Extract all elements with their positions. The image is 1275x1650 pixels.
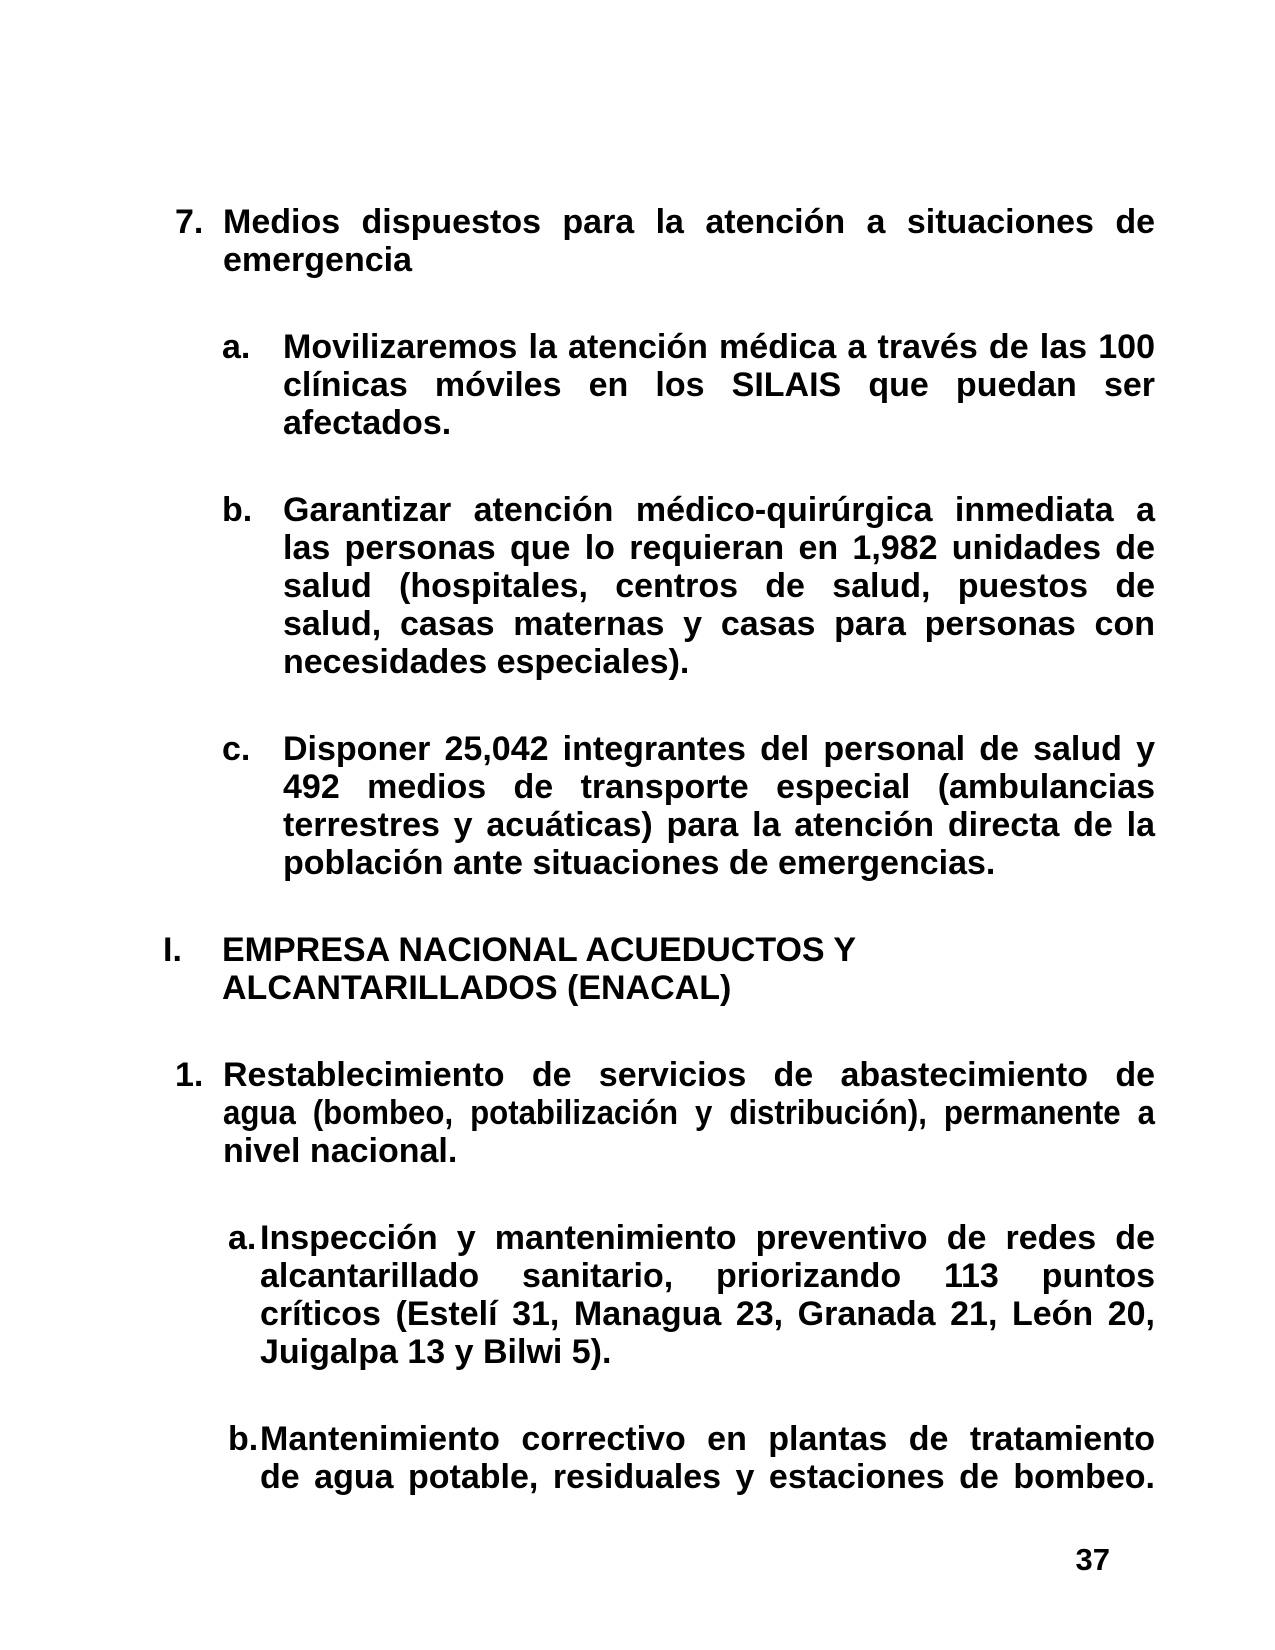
- paragraph: [223, 1056, 1155, 1170]
- text-line: alcantarillado sanitario, priorizando 113 puntos: [260, 1257, 1155, 1295]
- list-marker: c.: [222, 730, 251, 768]
- section-heading: [163, 931, 1275, 1007]
- list-item: [222, 328, 1275, 442]
- list-item: [222, 491, 1275, 681]
- paragraph: [283, 730, 1155, 882]
- text-line: Inspección y mantenimiento preventivo de redes de: [260, 1219, 1155, 1257]
- text-line: emergencia: [223, 241, 412, 279]
- text-line: nivel nacional.: [223, 1132, 458, 1170]
- text-line: terrestres y acuáticas) para la atención directa de la: [283, 806, 1155, 844]
- list-item: [175, 1056, 1275, 1170]
- text-line: Disponer 25,042 integrantes del personal de salud y: [283, 730, 1155, 768]
- list-item: [222, 730, 1275, 882]
- text-line: críticos (Estelí 31, Managua 23, Granada 21, León 20,: [260, 1295, 1155, 1333]
- text-line: ALCANTARILLADOS (ENACAL): [222, 969, 732, 1007]
- list-marker: a.: [228, 1219, 257, 1257]
- text-line: Juigalpa 13 y Bilwi 5).: [260, 1333, 612, 1371]
- text-line: Mantenimiento correctivo en plantas de tratamiento: [260, 1420, 1155, 1458]
- text-line: salud (hospitales, centros de salud, puestos de: [283, 567, 1155, 605]
- list-marker: 1.: [175, 1056, 204, 1094]
- list-marker: I.: [163, 931, 182, 969]
- list-marker: 7.: [175, 203, 204, 241]
- list-marker: b.: [222, 491, 253, 529]
- list-marker: b.: [228, 1420, 259, 1458]
- text-line: agua (bombeo, potabilización y distribución), permanente a: [223, 1094, 1155, 1132]
- text-line: población ante situaciones de emergencias.: [283, 844, 996, 882]
- list-item: [228, 1420, 1275, 1496]
- paragraph: [283, 491, 1155, 681]
- text-line: Movilizaremos la atención médica a través de las 100: [283, 328, 1155, 366]
- text-line: salud, casas maternas y casas para personas con: [283, 605, 1155, 643]
- paragraph: [260, 1219, 1155, 1371]
- list-marker: a.: [222, 328, 251, 366]
- text-line: de agua potable, residuales y estaciones de bombeo.: [260, 1458, 1155, 1496]
- list-item: [228, 1219, 1275, 1371]
- list-item: [175, 203, 1275, 279]
- text-line: las personas que lo requieran en 1,982 unidades de: [283, 529, 1155, 567]
- text-line: necesidades especiales).: [283, 643, 690, 681]
- paragraph: [260, 1420, 1155, 1496]
- text-line: 492 medios de transporte especial (ambulancias: [283, 768, 1155, 806]
- page-number: 37: [1075, 1542, 1110, 1577]
- text-line: clínicas móviles en los SILAIS que puedan ser: [283, 366, 1155, 404]
- paragraph: [223, 203, 1155, 279]
- document-body: [0, 203, 1275, 1496]
- text-line: afectados.: [283, 404, 452, 442]
- text-line: Medios dispuestos para la atención a situaciones de: [223, 203, 1155, 241]
- text-line: Garantizar atención médico-quirúrgica inmediata a: [283, 491, 1155, 529]
- text-line: EMPRESA NACIONAL ACUEDUCTOS Y: [222, 931, 857, 969]
- paragraph: [283, 328, 1155, 442]
- text-line: Restablecimiento de servicios de abastecimiento de: [223, 1056, 1155, 1094]
- paragraph: [222, 931, 1154, 1007]
